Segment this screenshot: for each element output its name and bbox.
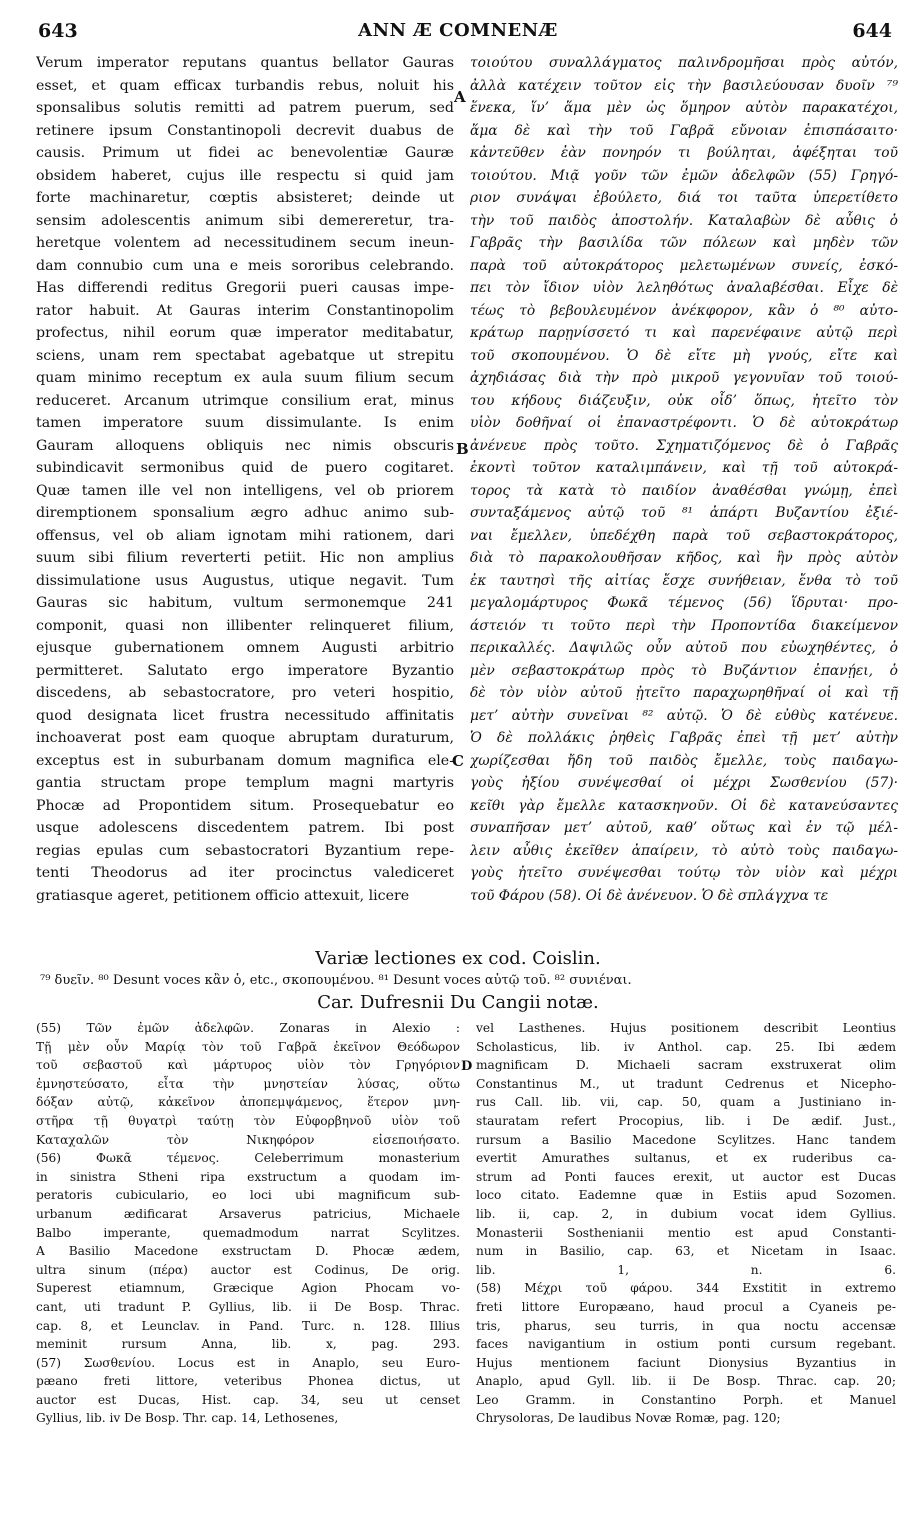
notes-left-column [36, 1019, 460, 1428]
greek-text-line: ἀλλὰ κατέχειν τοῦτον εἰς τὴν βασιλεύουσαν δυοῖν ⁷⁹ [470, 77, 898, 94]
greek-text-line: τοιούτου συναλλάγματος παλινδρομῆσαι πρὸς αὐτόν, [470, 55, 898, 71]
latin-text-line: sciens, unam rem spectabat agebatque ut strepitu [36, 347, 454, 364]
latin-text-line: sponsalibus solutis remitti ad patrem puerum, sed [36, 100, 454, 116]
note-line: Τῇ μὲν οὖν Μαρίᾳ τὸν τοῦ Γαβρᾶ ἐκεῖνον Θεόδωρον [36, 1039, 460, 1054]
margin-letter-a: A [454, 88, 466, 106]
note-line: pæano freti littore, veteribus Phonea dictus, ut [36, 1374, 460, 1389]
note-line: strum ad Ponti fauces erexit, ut auctor est Ducas [476, 1169, 896, 1184]
greek-text-line: άστειόν τι τοῦτο περὶ τὴν Προποντίδα διακείμενον [470, 617, 898, 634]
document-page [20, 20, 896, 1520]
greek-text-line: γοὺς ἠξίου συνέψεσθαί οἱ μέχρι Σωσθενίου (57)· [470, 775, 898, 791]
note-line: στῆρα τῇ θυγατρὶ ταύτῃ τὸν Εὐφορβηνοῦ υἱὸν τοῦ [36, 1113, 460, 1128]
latin-text-line: regias epulas cum sebastocratori Byzantium repe- [36, 842, 454, 859]
note-line: Gyllius, lib. iv De Bosp. Thr. cap. 14, Lethosenes, [36, 1411, 339, 1426]
greek-text-line: ἐκ ταυτησὶ τῆς αἰτίας ἔσχε συνήθειαν, ἔνθα τὸ τοῦ [470, 572, 898, 589]
greek-text-line: συναπῆσαν μετ’ αὐτοῦ, καθ’ οὕτως καὶ ἐν τῷ μέλ- [470, 820, 898, 836]
latin-text-line: discedens, ab sebastocratore, pro veteri hospitio, [36, 685, 454, 701]
note-line: Anaplo, apud Gyll. lib. ii De Bosp. Thrac. cap. 20; [476, 1374, 896, 1389]
latin-text-line: rator habuit. At Gauras interim Constantinopolim [36, 302, 454, 319]
main-text [20, 52, 896, 947]
note-line: lib. ii, cap. 2, in dubium vocat idem Gyllius. [476, 1206, 896, 1221]
latin-text-line: dissimulatione usus Augustus, utique negavit. Tum [36, 572, 454, 589]
latin-text-line: offensus, vel ob aliam ignotam mihi rationem, dari [36, 527, 454, 544]
note-line: δόξαν αὐτῷ, κἀκεῖνον ἀποπεμψάμενος, ἕτερον μνη- [36, 1095, 460, 1110]
latin-text-line: ejusque gubernationem omnem Augusti arbitrio [36, 640, 454, 656]
greek-text-line: ἀχηδιάσας διὰ τὴν πρὸ μικροῦ γεγονυῖαν τοῦ τοιού- [470, 370, 898, 386]
note-line: (55) Τῶν ἐμῶν ἀδελφῶν. Zonaras in Alexio : [36, 1021, 460, 1035]
note-line: meminit rursum Anna, lib. x, pag. 293. [36, 1337, 460, 1352]
note-line: magnificam D. Michaeli sacram exstruxerat olim [476, 1058, 896, 1073]
latin-text-line: obsidem haberet, cujus ille respectu si quid jam [36, 167, 454, 184]
note-line: Monasterii Sosthenianii mentio est apud Constanti- [476, 1225, 896, 1240]
notes-title: Car. Dufresnii Du Cangii notæ. [317, 992, 599, 1013]
notes-section [20, 1019, 896, 1449]
page-number-right: 644 [852, 20, 892, 42]
latin-text-line: tamen imperatore suum dissimulante. Is enim [36, 415, 454, 431]
latin-text-line: reduceret. Arcanum utrimque consilium erat, minus [36, 392, 454, 409]
greek-text-line: ἑκοντὶ τοῦτον καταλιμπάνειν, καὶ τῇ τοῦ αὐτοκρά- [470, 460, 898, 476]
latin-text-line: inchoaverat post eam quoque abruptam duraturum, [36, 730, 454, 746]
greek-text-line: διὰ τὸ παρακολουθῆσαν κῆδος, καὶ ἣν πρὸς αὐτὸν [470, 550, 898, 566]
greek-text-line: μεγαλομάρτυρος Φωκᾶ τέμενος (56) ἵδρυται· προ- [470, 595, 898, 611]
latin-text-line: Gauras sic habitum, vultum sermonemque 241 [36, 595, 454, 611]
note-line: auctor est Ducas, Hist. cap. 34, seu ut censet [36, 1392, 460, 1407]
latin-text-line: quam minimo receptum ex aula suum filium secum [36, 370, 454, 386]
latin-text-line: Quæ tamen ille vel non intelligens, vel ob priorem [36, 482, 454, 499]
variae-text: ⁷⁹ δυεῖν. ⁸⁰ Desunt voces κἂν ὁ, etc., σκοπουμένου. ⁸¹ Desunt voces αὐτῷ τοῦ. ⁸² συνιέναι. [40, 973, 632, 988]
note-line: Καταχαλῶν τὸν Νικηφόρον εἰσεποιήσατο. [36, 1132, 460, 1147]
latin-text-line: Verum imperator reputans quantus bellator Gauras [36, 55, 454, 71]
latin-text-line: profectus, nihil eorum quæ imperator meditabatur, [36, 325, 454, 341]
notes-right-column [476, 1019, 896, 1428]
latin-text-line: permitteret. Salutato ergo imperatore Byzantio [36, 662, 454, 679]
latin-text-line: Has differendi reditus Gregorii pueri causas impe- [36, 280, 454, 296]
greek-text-line: κεῖθι γὰρ ἔμελλε κατασκηνοῦν. Οἱ δὲ κατανεύσαντες [470, 797, 898, 814]
greek-column [470, 52, 898, 907]
greek-text-line: δὲ τὸν υἱὸν αὐτοῦ ᾐτεῖτο παραχωρηθῆναί οἱ καὶ τῇ [470, 685, 898, 701]
variae-title: Variæ lectiones ex cod. Coislin. [315, 948, 601, 969]
latin-text-line: esset, et quam efficax turbandis rebus, noluit his [36, 77, 454, 94]
greek-text-line: παρὰ τοῦ αὐτοκράτορος μελετωμένων συνείς, ἐσκό- [470, 257, 898, 274]
greek-text-line: μὲν σεβαστοκράτωρ πρὸς τὸ Βυζάντιον ἐπανῄει, ὁ [470, 662, 898, 679]
margin-letter-c: C [452, 752, 464, 770]
note-line: in sinistra Stheni ripa exstructum a quodam im- [36, 1169, 460, 1184]
note-line: freti littore Europæano, haud procul a Cyaneis pe- [476, 1299, 896, 1314]
greek-text-line: του κήδους διάζευξιν, οὐκ οἶδ’ ὅπως, ἠτεῖτο τὸν [470, 392, 898, 409]
greek-text-line: τέως τὸ βεβουλευμένον ἀνέκφορον, κἂν ὁ ⁸⁰ αὐτο- [470, 302, 898, 319]
note-line: evertit Amurathes sultanus, et ex ruderibus ca- [476, 1151, 896, 1166]
greek-text-line: κράτωρ παρῃνίσσετό τι καὶ παρενέφαινε αὐτῷ περὶ [470, 325, 898, 341]
latin-text-line: gratiasque ageret, petitionem officio attexuit, licere [36, 887, 410, 904]
latin-text-line: diremptionem sponsalium ægro adhuc animo sub- [36, 505, 454, 521]
greek-text-line: πει τὸν ἴδιον υἱὸν λεληθότως ἀναλαβέσθαι. Εἶχε δὲ [470, 280, 898, 296]
note-line: urbanum ædificarat Arsaverus patricius, Michaele [36, 1206, 460, 1221]
note-line: num in Basilio, cap. 63, et Nicetam in Isaac. [476, 1244, 896, 1259]
greek-text-line: περικαλλές. Δαψιλῶς οὖν αὐτοῦ που εὐωχηθέντες, ὁ [470, 640, 898, 656]
greek-text-line: τοῦ σκοπουμένου. Ὁ δὲ εἴτε μὴ γνούς, εἴτε καὶ [470, 347, 898, 364]
greek-text-line: Ὁ δὲ πολλάκις ῥηθεὶς Γαβρᾶς ἐπεὶ τῇ μετ’ αὐτὴν [470, 730, 898, 746]
latin-text-line: causis. Primum ut fidei ac benevolentiæ Gauræ [36, 145, 454, 161]
page-number-left: 643 [38, 20, 78, 42]
greek-text-line: τοῦ Φάρου (58). Οἱ δὲ ἀνένευον. Ὁ δὲ σπλάγχνα τε [470, 887, 829, 904]
latin-text-line: sensim adolescentis animum sibi demereretur, tra- [36, 212, 454, 229]
note-line: cant, uti tradunt P. Gyllius, lib. ii De Bosp. Thrac. [36, 1299, 460, 1314]
greek-text-line: ἅμα δὲ καὶ τὴν τοῦ Γαβρᾶ εὔνοιαν ἐπισπάσαιτο· [470, 122, 898, 139]
latin-text-line: componit, quasi non illibenter relinqueret filium, [36, 617, 454, 634]
note-line: vel Lasthenes. Hujus positionem describit Leontius [476, 1021, 896, 1035]
note-line: rus Call. lib. vii, cap. 50, quam a Justiniano in- [476, 1095, 896, 1110]
note-line: Leo Gramm. in Constantino Porph. et Manuel [476, 1392, 896, 1407]
note-line: cap. 8, et Leunclav. in Pand. Turc. n. 128. Illius [36, 1318, 460, 1333]
greek-text-line: χωρίζεσθαι ἤδη τοῦ παιδὸς ἔμελλε, τοὺς παιδαγω- [470, 752, 898, 769]
note-line: (57) Σωσθενίου. Locus est in Anaplo, seu Euro- [36, 1355, 460, 1370]
greek-text-line: υἱὸν δοθῆναί οἱ ἐπαναστρέφοντι. Ὁ δὲ αὐτοκράτωρ [470, 415, 898, 431]
greek-text-line: γοὺς ἠτεῖτο συνέψεσθαι τούτῳ τὸν υἱὸν καὶ μέχρι [470, 865, 898, 881]
latin-text-line: Phocæ ad Propontidem situm. Prosequebatur eo [36, 797, 454, 814]
greek-text-line: ναι ἔμελλεν, ὑπεδέχθη παρὰ τοῦ σεβαστοκράτορος, [470, 527, 898, 544]
note-line: Chrysoloras, De laudibus Novæ Romæ, pag. 120; [476, 1411, 781, 1426]
margin-letter-d: D [461, 1059, 473, 1074]
latin-text-line: suum sibi filium reverterti petiit. Hic non amplius [36, 550, 454, 566]
greek-text-line: ἀνένευε πρὸς τοῦτο. Σχηματιζόμενος δὲ ὁ Γαβρᾶς [470, 437, 898, 454]
note-line: lib. 1, n. 6. [476, 1262, 896, 1277]
latin-text-line: usque adolescens discedentem patrem. Ibi post [36, 820, 454, 836]
note-line: faces navigantium in ostium ponti cursum regebant. [476, 1337, 896, 1352]
running-title: ANN Æ COMNENÆ [358, 20, 558, 41]
page-header [20, 20, 896, 46]
note-line: ἐμνηστεύσατο, εἶτα τὴν μνηστείαν λύσας, οὕτω [36, 1076, 460, 1091]
latin-text-line: dam connubio cum una e meis sororibus celebrando. [36, 257, 454, 274]
note-line: Scholasticus, lib. iv Anthol. cap. 25. Ibi ædem [476, 1039, 896, 1054]
greek-text-line: τὴν τοῦ παιδὸς ἀποστολήν. Καταλαβὼν δὲ αὖθις ὁ [470, 212, 898, 229]
latin-text-line: retinere ipsum Constantinopoli decrevit duabus de [36, 122, 454, 139]
greek-text-line: συνταξάμενος αὐτῷ τοῦ ⁸¹ ἀπάρτι Βυζαντίου ἐξιέ- [470, 505, 898, 521]
note-line: ultra sinum (πέρα) auctor est Codinus, De orig. [36, 1262, 460, 1277]
latin-text-line: Gauram alloquens obliquis nec nimis obscuris [36, 437, 454, 454]
latin-text-line: forte machinaretur, cœptis absisteret; deinde ut [36, 190, 454, 206]
latin-text-line: tenti Theodorus ad iter procinctus valediceret [36, 865, 454, 881]
note-line: τοῦ σεβαστοῦ καὶ μάρτυρος υἱὸν τὸν Γρηγόριον [36, 1058, 460, 1073]
note-line: Balbo imperante, quemadmodum narrat Scylitzes. [36, 1225, 460, 1240]
note-line: tris, pharus, seu turris, in qua noctu accensæ [476, 1318, 896, 1333]
latin-text-line: subindicavit sermonibus quid de puero cogitaret. [36, 460, 454, 476]
greek-text-line: τοιούτου. Μιᾷ γοῦν τῶν ἐμῶν ἀδελφῶν (55) Γρηγό- [470, 167, 898, 184]
greek-text-line: λειν αὖθις ἐκεῖθεν ἀπαίρειν, τὸ αὐτὸ τοὺς παιδαγω- [470, 842, 898, 859]
greek-text-line: ἕνεκα, ἵν’ ἅμα μὲν ὡς ὅμηρον αὐτὸν παρακατέχοι, [470, 100, 898, 116]
note-line: A Basilio Macedone exstructam D. Phocæ ædem, [36, 1244, 460, 1259]
note-line: loco citato. Eademne quæ in Estiis apud Sozomen. [476, 1188, 896, 1203]
latin-column [36, 52, 454, 907]
latin-text-line: gantia structam prope templum magni martyris [36, 775, 454, 791]
note-line: (58) Μέχρι τοῦ φάρου. 344 Exstitit in extremo [476, 1281, 896, 1296]
latin-text-line: heretque volentem ad necessitudinem secum ineun- [36, 235, 454, 251]
margin-letter-b: B [456, 440, 469, 458]
note-line: Constantinus M., ut tradunt Cedrenus et Nicepho- [476, 1076, 896, 1091]
note-line: rursum a Basilio Macedone Scylitzes. Hanc tandem [476, 1132, 896, 1147]
note-line: peratoris cubiculario, eo loci ubi magnificum sub- [36, 1188, 460, 1203]
greek-text-line: τορος τὰ κατὰ τὸ παιδίον ἀναθέσθαι γνώμῃ, ἐπεὶ [470, 482, 898, 499]
note-line: Hujus mentionem faciunt Dionysius Byzantius in [476, 1355, 896, 1370]
greek-text-line: ριον συνάψαι ἐβούλετο, διά τοι ταῦτα ὑπερετίθετο [470, 190, 898, 206]
latin-text-line: exceptus est in suburbanam domum magnifica ele- [36, 752, 454, 769]
note-line: stauratam refert Procopius, lib. i De ædif. Just., [476, 1113, 896, 1128]
greek-text-line: Γαβρᾶς τὴν βασιλίδα τῶν πόλεων καὶ μηδὲν τῶν [470, 235, 898, 251]
note-line: Superest etiamnum, Græcique Agion Phocam vo- [36, 1281, 460, 1296]
note-line: (56) Φωκᾶ τέμενος. Celeberrimum monasterium [36, 1151, 460, 1166]
greek-text-line: μετ’ αὐτὴν συνεῖναι ⁸² αὐτῷ. Ὁ δὲ εὐθὺς κατένευε. [470, 707, 898, 724]
greek-text-line: κἀντεῦθεν ἐὰν πονηρόν τι βούληται, ἀφέξηται τοῦ [470, 145, 898, 161]
latin-text-line: quod designata licet frustra necessitudo affinitatis [36, 707, 454, 724]
